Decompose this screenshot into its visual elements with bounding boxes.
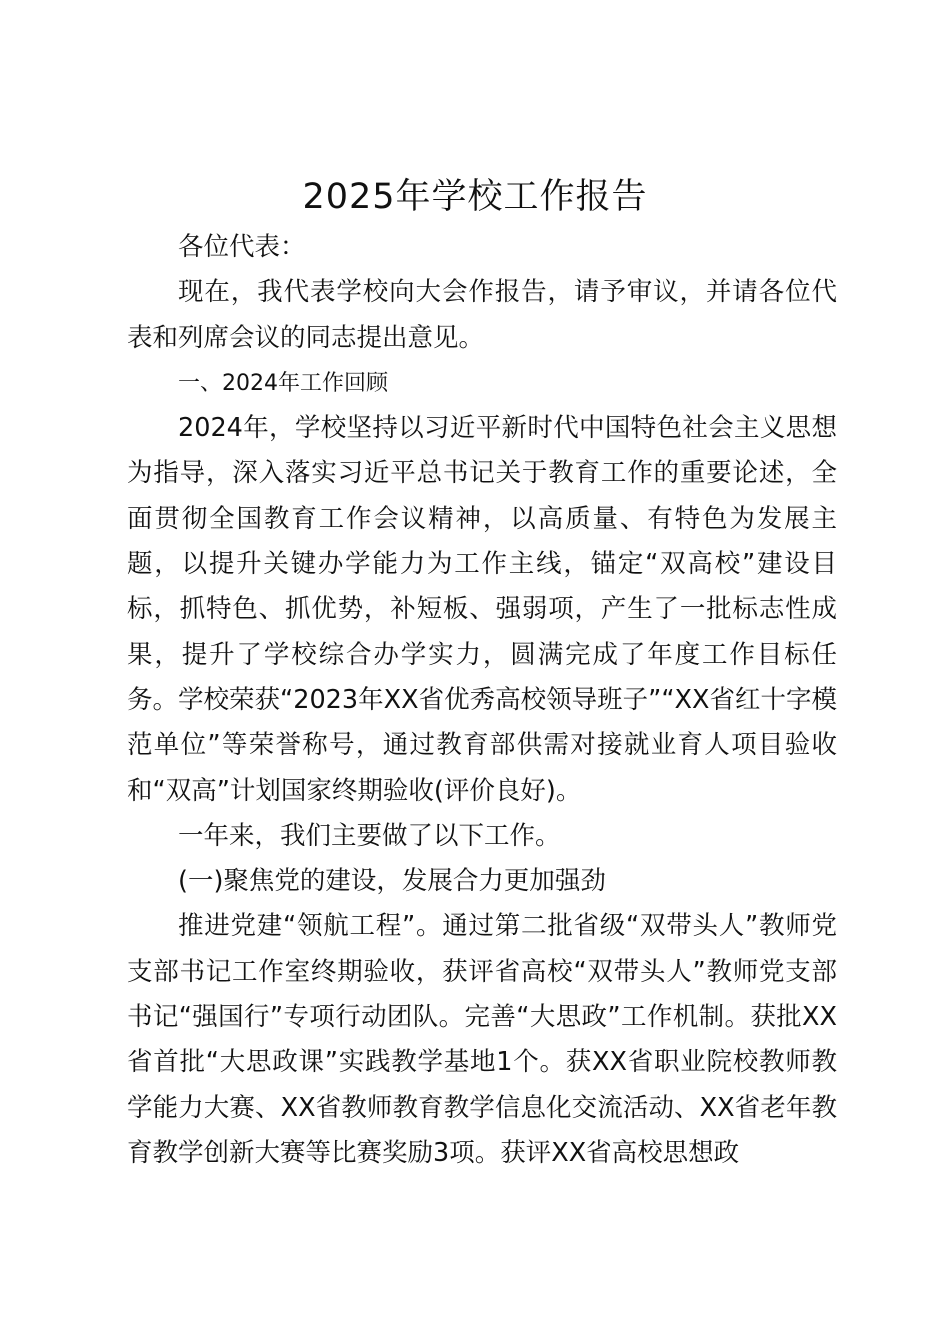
party-building-paragraph: 推进党建“领航工程”。通过第二批省级“双带头人”教师党支部书记工作室终期验收，获评省高校“双带头人”教师党支部书记“强国行”专项行动团队。完善“大思政”工作机制。获批XX省首批“大思政课”实践教学基地1个。获XX省职业院校教师教学能力大赛、XX省教师教育教学信息化交流活动、XX省老年教育教学创新大赛等比赛奖励3项。获评XX省高校思想政 bbox=[127, 911, 837, 1168]
transition-paragraph: 一年来，我们主要做了以下工作。 bbox=[178, 820, 561, 851]
review-paragraph: 2024年，学校坚持以习近平新时代中国特色社会主义思想为指导，深入落实习近平总书记关于教育工作的重要论述，全面贯彻全国教育工作会议精神，以高质量、有特色为发展主题，以提升关键办学能力为工作主线，锚定“双高校”建设目标，抓特色、抓优势，补短板、强弱项，产生了一批标志性成果，提升了学校综合办学实力，圆满完成了年度工作目标任务。学校荣获“2023年XX省优秀高校领导班子”“XX省红十字模范单位”等荣誉称号，通过教育部供需对接就业育人项目验收和“双高”计划国家终期验收(评价良好)。 bbox=[127, 413, 837, 806]
section-heading: 一、2024年工作回顾 bbox=[178, 370, 388, 396]
intro-paragraph: 现在，我代表学校向大会作报告，请予审议，并请各位代表和列席会议的同志提出意见。 bbox=[127, 277, 837, 353]
document-title: 2025年学校工作报告 bbox=[302, 177, 648, 217]
salutation: 各位代表： bbox=[178, 232, 306, 262]
subsection-heading: (一)聚焦党的建设，发展合力更加强劲 bbox=[178, 866, 606, 897]
document-body bbox=[127, 225, 837, 1176]
